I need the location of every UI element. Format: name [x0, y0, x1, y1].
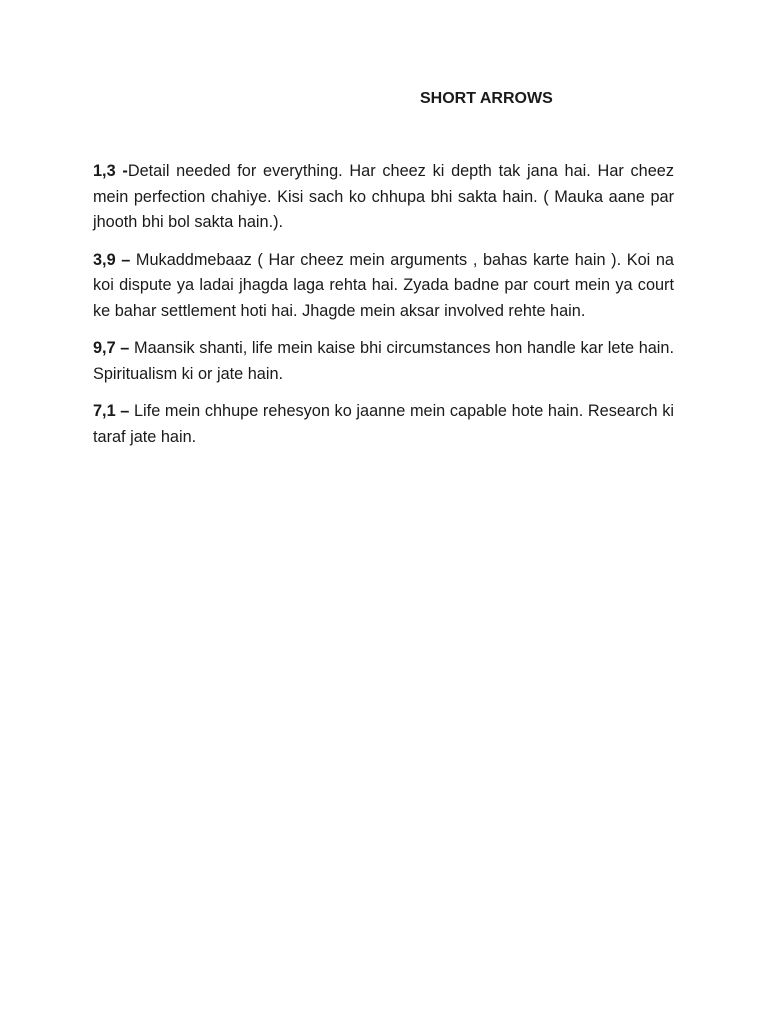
- arrow-description: Detail needed for everything. Har cheez ki depth tak jana hai. Har cheez mein perfection chahiye. Kisi sach ko chhupa bhi sakta hain. ( Mauka aane par jhooth bhi bol sakta hain.).: [93, 162, 674, 231]
- arrow-code: 3,9 –: [93, 250, 131, 269]
- paragraph-9-7: [93, 336, 674, 387]
- arrow-description: Life mein chhupe rehesyon ko jaanne mein capable hote hain. Research ki taraf jate hain.: [93, 402, 674, 446]
- document-title: SHORT ARROWS: [420, 90, 553, 107]
- arrow-code: 7,1 –: [93, 402, 130, 420]
- paragraph-1-3: [93, 159, 674, 236]
- arrow-code: 9,7 –: [93, 339, 130, 357]
- paragraph-7-1: [93, 399, 674, 450]
- document-body: [93, 159, 674, 462]
- arrow-description: Maansik shanti, life mein kaise bhi circumstances hon handle kar lete hain. Spiritualism ki or jate hain.: [93, 339, 674, 383]
- paragraph-3-9: [93, 248, 674, 325]
- arrow-code: 1,3 -: [93, 162, 128, 180]
- arrow-description: Mukaddmebaaz ( Har cheez mein arguments , bahas karte hain ). Koi na koi dispute ya ladai jhagda laga rehta hai. Zyada badne par court mein ya court ke bahar settlement hoti hai. Jhagde mein aksar involved rehte hain.: [93, 250, 674, 320]
